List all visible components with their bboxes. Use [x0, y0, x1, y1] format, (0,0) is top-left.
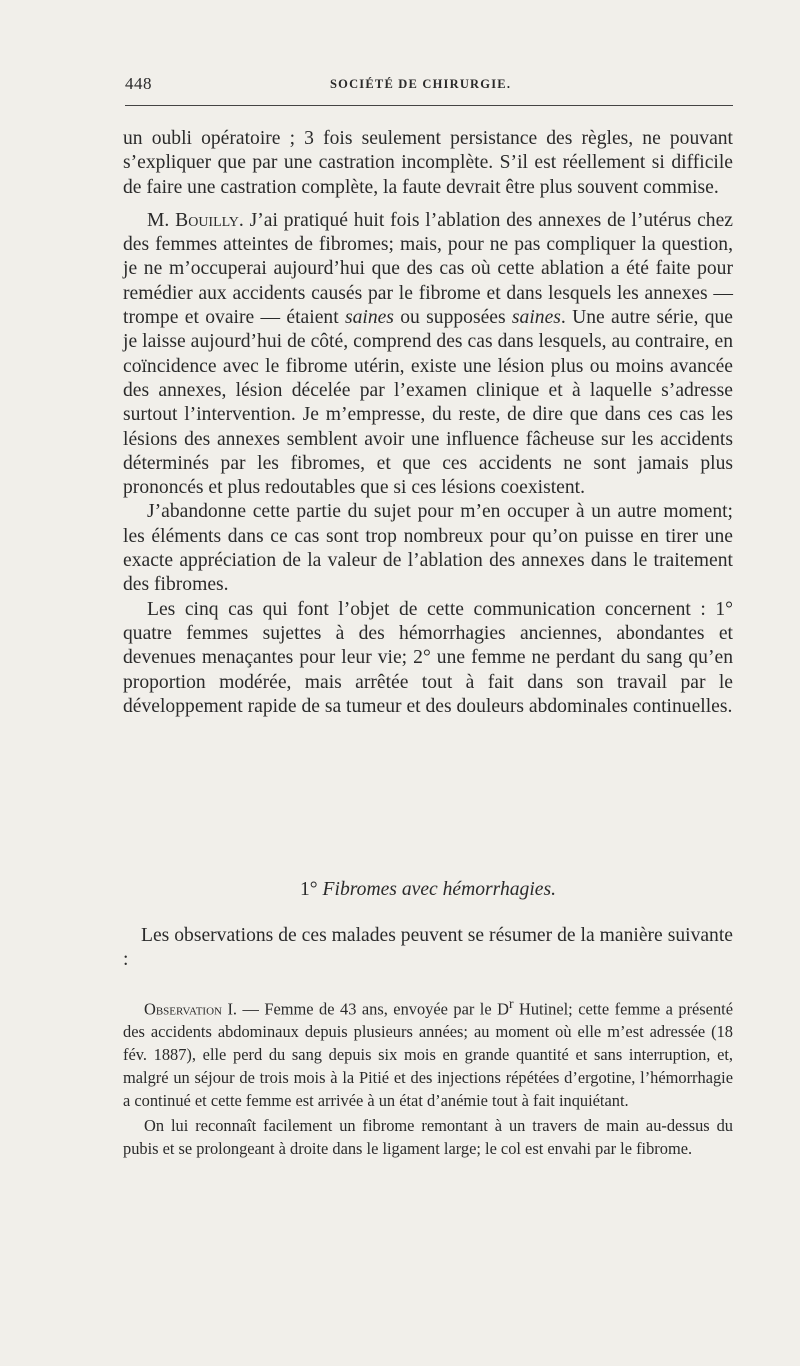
italic-saines-1: saines — [344, 307, 394, 329]
paragraph-2 — [123, 209, 733, 501]
main-text — [123, 127, 733, 719]
paragraph-2-text-c: . Une autre série, que je laisse aujourd’hui de côté, comprend des cas dans lesquels, au contraire, en coïncidence avec le fibrome utérin, existe une lésion plus ou moins avancée des annexes, lésion décelée par l’examen clinique et à laquelle s’adresse surtout l’intervention. Je m’empresse, du reste, de dire que dans ces cas les lésions des annexes semblent avoir une influence fâcheuse sur les accidents déterminés par les fibromes, et que ces accidents ne sont jamais plus prononcés et plus redoutables que si ces lésions coexistent. — [123, 307, 733, 499]
paragraph-2-text-b: ou supposées — [393, 307, 512, 329]
page-header — [125, 74, 735, 102]
observation-superscript: r — [508, 996, 514, 1011]
intro-paragraph: Les observations de ces malades peuvent se résumer de la manière suivante : — [123, 925, 733, 971]
paragraph-3: J’abandonne cette partie du sujet pour m’en occuper à un autre moment; les éléments dans ce cas sont trop nombreux pour qu’on puisse en tirer une exacte appréciation de la valeur de l’ablation des annexes dans le traitement des fibromes. — [123, 501, 733, 596]
section-number: 1° — [300, 879, 318, 900]
paragraph-2-text-a: J’ai pratiqué huit fois l’ablation des annexes de l’utérus chez des femmes atteintes de fibromes; mais, pour ne pas compliquer la question, je ne m’occuperai aujourd’hui que des cas où cette ablation a été faite pour remédier aux accidents causés par le fibrome et dans lesquels les annexes — trompe et ovaire — étaient — [123, 209, 733, 329]
observation-label: Observation I. — [144, 999, 238, 1019]
running-title: SOCIÉTÉ DE CHIRURGIE. — [330, 77, 512, 91]
header-rule — [125, 105, 733, 106]
observation-paragraph-2: On lui reconnaît facilement un fibrome remontant à un travers de main au-dessus du pubis et se prolongeant à droite dans le ligament large; le col est envahi par le fibrome. — [123, 1116, 733, 1159]
observation-text-b: Hutinel; cette femme a présenté des accidents abdominaux depuis plusieurs années; au moment où elle m’est adressée (18 fév. 1887), elle perd du sang depuis six mois en grande quantité et sans interruption, et, malgré un séjour de trois mois à la Pitié et des injections répétées d’ergotine, l’hémorrhagie a continué et cette femme est arrivée à un état d’anémie tout à fait inquiétant. — [123, 999, 733, 1111]
intro-text — [123, 924, 733, 973]
paragraph-1: un oubli opératoire ; 3 fois seulement persistance des règles, ne pouvant s’expliquer que par une castration incomplète. S’il est réellement si difficile de faire une castration complète, la faute devrait être plus souvent commise. — [123, 128, 733, 198]
section-heading — [123, 879, 733, 901]
observation-paragraph-1 — [123, 992, 733, 1112]
section-title: Fibromes avec hémorrhagies. — [322, 879, 556, 900]
italic-saines-2: saines — [511, 307, 561, 329]
observation-block — [123, 992, 733, 1160]
paragraph-4: Les cinq cas qui font l’objet de cette communication concernent : 1° quatre femmes sujettes à des hémorrhagies anciennes, abondantes et devenues menaçantes pour leur vie; 2° une femme ne perdant du sang qu’en proportion modérée, mais arrêtée tout à fait dans son travail par le développement rapide de sa tumeur et des douleurs abdominales continuelles. — [123, 598, 733, 717]
page-number: 448 — [125, 74, 152, 93]
observation-text-a: — Femme de 43 ans, envoyée par le D — [237, 999, 509, 1019]
speaker-name: M. Bouilly. — [147, 209, 244, 231]
